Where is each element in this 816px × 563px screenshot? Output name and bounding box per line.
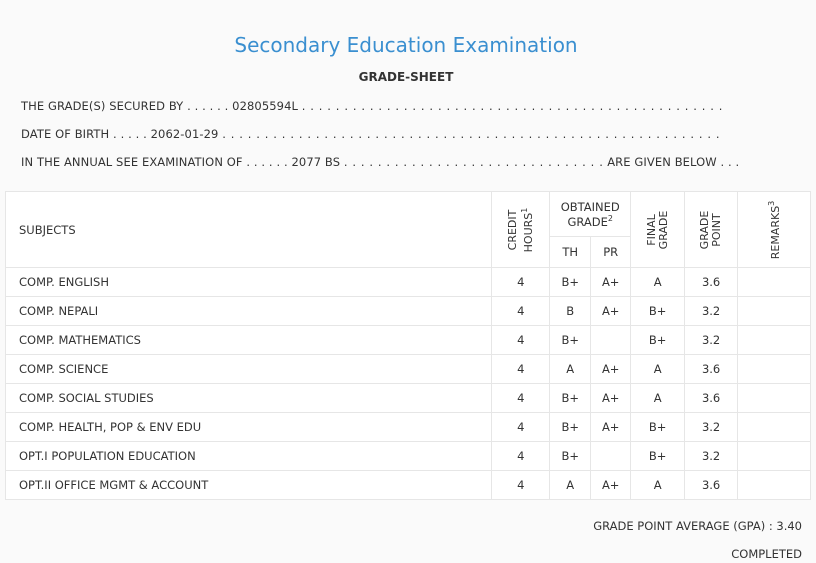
subject-cell: OPT.II OFFICE MGMT & ACCOUNT (6, 471, 492, 500)
pr-cell (591, 442, 631, 471)
secured-by-dots: . . . . . . . . . . . . . . . . . . . . . . . . . . . . . . . . . . . . . . . . . . . . . . . . . . (301, 99, 724, 113)
exam-title: Secondary Education Examination (234, 33, 578, 57)
credit-cell: 4 (492, 268, 550, 297)
grade-table (5, 191, 811, 500)
remarks-cell (738, 355, 811, 384)
th-header: TH (550, 237, 591, 268)
table-row (6, 326, 811, 355)
remarks-cell (738, 326, 811, 355)
grade-point-cell: 3.2 (685, 413, 738, 442)
th-cell: A (550, 355, 591, 384)
table-row (6, 355, 811, 384)
credit-cell: 4 (492, 384, 550, 413)
secured-by-line (21, 99, 723, 113)
th-cell: A (550, 471, 591, 500)
table-row (6, 471, 811, 500)
remarks-cell (738, 413, 811, 442)
pr-cell: A+ (591, 413, 631, 442)
pr-cell: A+ (591, 471, 631, 500)
grade-sheet-heading: GRADE-SHEET (358, 70, 454, 84)
table-row (6, 268, 811, 297)
pr-header: PR (591, 237, 631, 268)
dob-line (21, 127, 720, 141)
dob-value: 2062-01-29 (150, 127, 219, 141)
pr-cell: A+ (591, 268, 631, 297)
pr-cell (591, 326, 631, 355)
final-grade-cell: A (631, 268, 685, 297)
final-grade-cell: A (631, 355, 685, 384)
dob-label: DATE OF BIRTH . . . . . (21, 127, 147, 141)
exam-dots: . . . . . . . . . . . . . . . . . . . . . . . . . . . . . . . (343, 155, 604, 169)
table-row (6, 384, 811, 413)
remarks-cell (738, 384, 811, 413)
th-cell: B+ (550, 442, 591, 471)
gpa-summary: GRADE POINT AVERAGE (GPA) : 3.40 (593, 519, 802, 533)
subjects-header: SUBJECTS (6, 192, 492, 268)
th-cell: B+ (550, 413, 591, 442)
final-grade-cell: B+ (631, 326, 685, 355)
secured-by-label: THE GRADE(S) SECURED BY . . . . . . (21, 99, 229, 113)
exam-line (21, 155, 739, 169)
credit-cell: 4 (492, 471, 550, 500)
grade-point-cell: 3.6 (685, 268, 738, 297)
credit-hours-header: CREDIT HOURS$^1$ (492, 192, 550, 268)
credit-cell: 4 (492, 442, 550, 471)
table-row (6, 442, 811, 471)
table-row (6, 413, 811, 442)
subject-cell: COMP. MATHEMATICS (6, 326, 492, 355)
th-cell: B+ (550, 268, 591, 297)
final-grade-cell: A (631, 384, 685, 413)
credit-cell: 4 (492, 297, 550, 326)
pr-cell: A+ (591, 297, 631, 326)
grade-point-cell: 3.2 (685, 297, 738, 326)
subject-cell: COMP. ENGLISH (6, 268, 492, 297)
credit-cell: 4 (492, 326, 550, 355)
remarks-cell (738, 471, 811, 500)
final-grade-cell: B+ (631, 297, 685, 326)
exam-suffix: ARE GIVEN BELOW . . . (607, 155, 740, 169)
final-grade-header: FINAL GRADE (631, 192, 685, 268)
pr-cell: A+ (591, 355, 631, 384)
subject-cell: COMP. SCIENCE (6, 355, 492, 384)
table-row (6, 297, 811, 326)
remarks-cell (738, 297, 811, 326)
exam-label: IN THE ANNUAL SEE EXAMINATION OF . . . . . . (21, 155, 288, 169)
grade-point-cell: 3.2 (685, 326, 738, 355)
grade-point-cell: 3.6 (685, 471, 738, 500)
remarks-header: REMARKS$^3$ (738, 192, 811, 268)
final-grade-cell: B+ (631, 442, 685, 471)
grade-point-cell: 3.6 (685, 384, 738, 413)
remarks-cell (738, 268, 811, 297)
final-grade-cell: B+ (631, 413, 685, 442)
subject-cell: OPT.I POPULATION EDUCATION (6, 442, 492, 471)
pr-cell: A+ (591, 384, 631, 413)
exam-year: 2077 BS (291, 155, 341, 169)
dob-dots: . . . . . . . . . . . . . . . . . . . . . . . . . . . . . . . . . . . . . . . . . . . . . . . . . . . . . . . . . . . (222, 127, 721, 141)
credit-cell: 4 (492, 413, 550, 442)
final-grade-cell: A (631, 471, 685, 500)
subject-cell: COMP. SOCIAL STUDIES (6, 384, 492, 413)
th-cell: B (550, 297, 591, 326)
header-row (6, 192, 811, 237)
remarks-cell (738, 442, 811, 471)
grade-point-header: GRADE POINT (685, 192, 738, 268)
symbol-number: 02805594L (232, 99, 298, 113)
grade-point-cell: 3.2 (685, 442, 738, 471)
grade-point-cell: 3.6 (685, 355, 738, 384)
credit-cell: 4 (492, 355, 550, 384)
subject-cell: COMP. HEALTH, POP & ENV EDU (6, 413, 492, 442)
subject-cell: COMP. NEPALI (6, 297, 492, 326)
th-cell: B+ (550, 326, 591, 355)
obtained-grade-header: OBTAINED GRADE$^2$ (550, 192, 631, 237)
completion-status: COMPLETED (731, 547, 802, 561)
th-cell: B+ (550, 384, 591, 413)
